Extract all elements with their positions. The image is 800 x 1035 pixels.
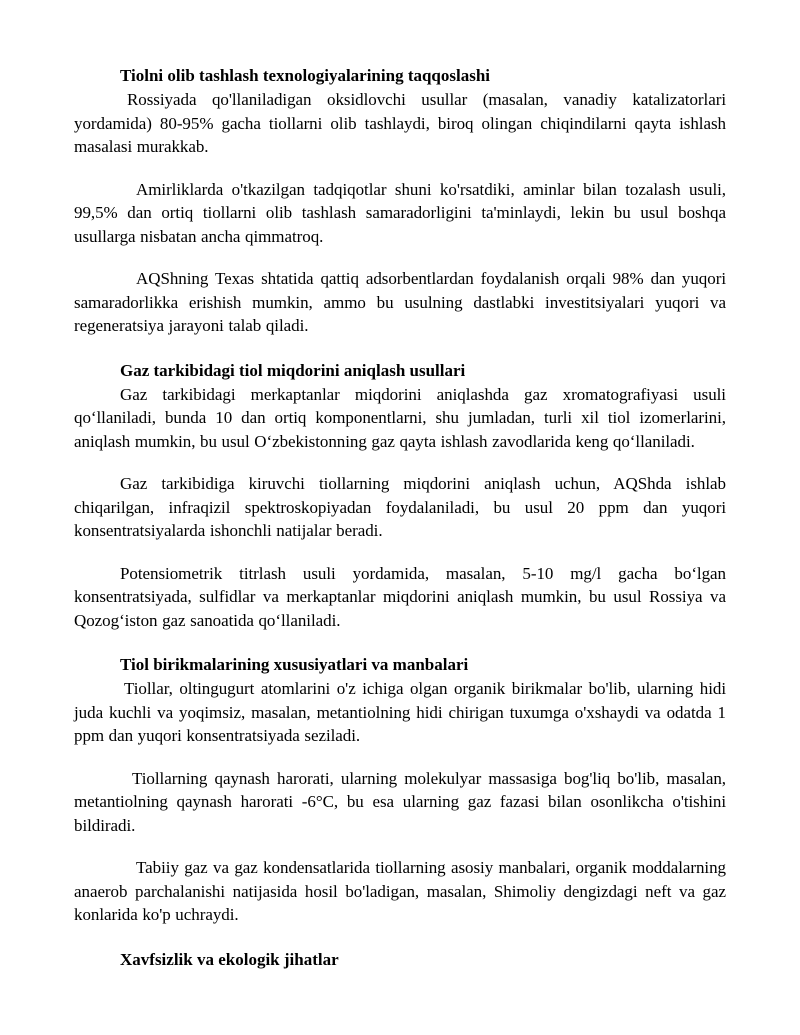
section-heading-thiol-properties-sources: Tiol birikmalarining xususiyatlari va manbalari <box>120 655 469 674</box>
paragraph-thiol-sources: Tabiiy gaz va gaz kondensatlarida tiollarning asosiy manbalari, organik moddalarning anaerob parchalanishi natijasida hosil bo'ladigan, masalan, Shimoliy dengizdagi neft va gaz konlarida ko'p uchraydi. <box>74 858 726 924</box>
section-heading-thiol-removal-comparison: Tiolni olib tashlash texnologiyalarining taqqoslashi <box>120 66 491 85</box>
paragraph-potentiometric-titration: Potensiometrik titrlash usuli yordamida, masalan, 5-10 mg/l gacha bo‘lgan konsentratsiyada, sulfidlar va merkaptanlar miqdorini aniqlash mumkin, bu usul Rossiya va Qozog‘iston gaz sanoatida qo‘llaniladi. <box>74 563 726 630</box>
paragraph-gas-chromatography: Gaz tarkibidagi merkaptanlar miqdorini aniqlashda gaz xromatografiyasi usuli qo‘llaniladi, bunda 10 dan ortiq komponentlarni, shu jumladan, turli xil tiol izomerlarini, aniqlash mumkin, bu usul O‘zbekistonning gaz qayta ishlash zavodlarida keng qo‘llaniladi. <box>74 384 726 451</box>
paragraph-emirates-amines: Amirliklarda o'tkazilgan tadqiqotlar shuni ko'rsatdiki, aminlar bilan tozalash usuli, 99,5% dan ortiq tiollarni olib tashlash samaradorligini ta'minlaydi, lekin bu usul boshqa usullarga nisbatan ancha qimmatroq. <box>74 179 726 246</box>
section-heading-thiol-detection-methods: Gaz tarkibidagi tiol miqdorini aniqlash usullari <box>120 360 466 380</box>
document-page <box>74 64 726 972</box>
paragraph-thiol-boiling-point: Tiollarning qaynash harorati, ularning molekulyar massasiga bog'liq bo'lib, masalan, metantiolning qaynash harorati -6°C, bu esa ularning gaz fazasi bilan osonlikcha o'tishini bildiradi. <box>74 768 726 835</box>
paragraph-russia-oxidation: Rossiyada qo'llaniladigan oksidlovchi usullar (masalan, vanadiy katalizatorlari yordamida) 80-95% gacha tiollarni olib tashlaydi, biroq olingan chiqindilarni qayta ishlash masalasi murakkab. <box>74 90 726 156</box>
section-heading-safety-ecology: Xavfsizlik va ekologik jihatlar <box>120 949 339 969</box>
paragraph-infrared-spectroscopy: Gaz tarkibidiga kiruvchi tiollarning miqdorini aniqlash uchun, AQShda ishlab chiqarilgan, infraqizil spektroskopiyadan foydalaniladi, bu usul 20 ppm dan yuqori konsentratsiyalarda ishonchli natijalar beradi. <box>74 474 726 540</box>
paragraph-usa-adsorbents: AQShning Texas shtatida qattiq adsorbentlardan foydalanish orqali 98% dan yuqori samaradorlikka erishish mumkin, ammo bu usulning dastlabki investitsiyalari yuqori va regeneratsiya jarayoni talab qiladi. <box>74 269 726 335</box>
paragraph-thiol-odor: Tiollar, oltingugurt atomlarini o'z ichiga olgan organik birikmalar bo'lib, ularning hidi juda kuchli va yoqimsiz, masalan, metantiolning hidi chirigan tuxumga o'xshaydi va odatda 1 ppm dan yuqori konsentratsiyada seziladi. <box>74 679 726 745</box>
